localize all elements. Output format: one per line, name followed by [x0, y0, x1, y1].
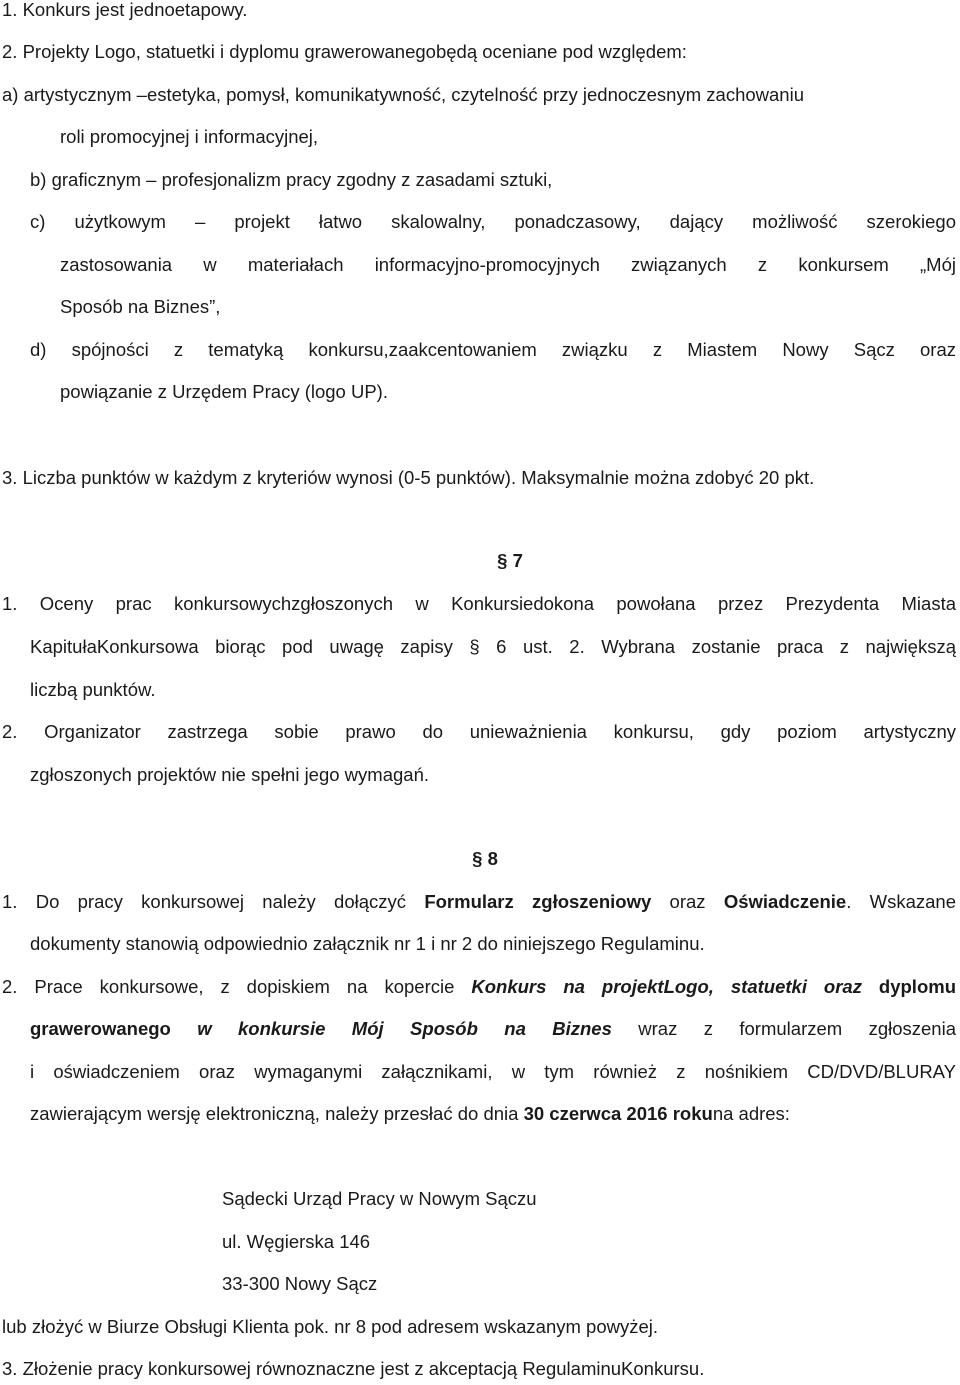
s7-item-2-cont: zgłoszonych projektów nie spełni jego wymagań. [30, 764, 429, 785]
address-line-3: 33-300 Nowy Sącz [222, 1273, 378, 1294]
item-1: 1. Konkurs jest jednoetapowy. [2, 0, 248, 20]
s7-item-2: 2. Organizator zastrzega sobie prawo do unieważnienia konkursu, gdy poziom artystyczny [2, 721, 956, 742]
s8-item-2-line4: zawierającym wersję elektroniczną, należy przesłać do dnia 30 czerwca 2016 rokuna adres: [30, 1103, 790, 1124]
s8-item-2-line3: i oświadczeniem oraz wymaganymi załącznikami, w tym również z nośnikiem CD/DVD/BLURAY [30, 1061, 956, 1082]
criterion-c: c) użytkowym – projekt łatwo skalowalny, ponadczasowy, dający możliwość szerokiego [30, 211, 956, 232]
criterion-d-cont: powiązanie z Urzędem Pracy (logo UP). [60, 381, 388, 402]
alternative-delivery: lub złożyć w Biurze Obsługi Klienta pok. nr 8 pod adresem wskazanym powyżej. [2, 1316, 659, 1337]
section-7-heading: § 7 [497, 550, 523, 571]
criterion-c-end: Sposób na Biznes”, [60, 296, 221, 317]
s8-item-3: 3. Złożenie pracy konkursowej równoznaczne jest z akceptacją RegulaminuKonkursu. [2, 1358, 705, 1379]
criterion-b: b) graficznym – profesjonalizm pracy zgodny z zasadami sztuki, [30, 169, 553, 190]
s7-item-1-end: liczbą punktów. [30, 679, 156, 700]
criterion-a-cont: roli promocyjnej i informacyjnej, [60, 126, 319, 147]
s8-item-2-line2: grawerowanego w konkursie Mój Sposób na Biznes wraz z formularzem zgłoszenia [30, 1018, 956, 1039]
address-line-2: ul. Węgierska 146 [222, 1231, 371, 1252]
s7-item-1-cont: KapitułaKonkursowa biorąc pod uwagę zapisy § 6 ust. 2. Wybrana zostanie praca z największą [30, 636, 956, 657]
s8-item-2: 2. Prace konkursowe, z dopiskiem na kopercie Konkurs na projektLogo, statuetki oraz dyplomu [2, 976, 956, 997]
criterion-a: a) artystycznym –estetyka, pomysł, komunikatywność, czytelność przy jednoczesnym zachowaniu [2, 84, 804, 105]
item-3: 3. Liczba punktów w każdym z kryteriów wynosi (0-5 punktów). Maksymalnie można zdobyć 20 pkt. [2, 467, 815, 488]
address-line-1: Sądecki Urząd Pracy w Nowym Sączu [222, 1188, 537, 1209]
s8-item-1-cont: dokumenty stanowią odpowiednio załącznik nr 1 i nr 2 do niniejszego Regulaminu. [30, 933, 705, 954]
criterion-d: d) spójności z tematyką konkursu,zaakcentowaniem związku z Miastem Nowy Sącz oraz [30, 339, 956, 360]
s7-item-1: 1. Oceny prac konkursowychzgłoszonych w Konkursiedokona powołana przez Prezydenta Miasta [2, 593, 956, 614]
s8-item-1: 1. Do pracy konkursowej należy dołączyć Formularz zgłoszeniowy oraz Oświadczenie. Wskazane [2, 891, 956, 912]
criterion-c-cont: zastosowania w materiałach informacyjno-promocyjnych związanych z konkursem „Mój [60, 254, 956, 275]
section-8-heading: § 8 [472, 848, 498, 869]
item-2: 2. Projekty Logo, statuetki i dyplomu grawerowanegobędą oceniane pod względem: [2, 41, 687, 62]
